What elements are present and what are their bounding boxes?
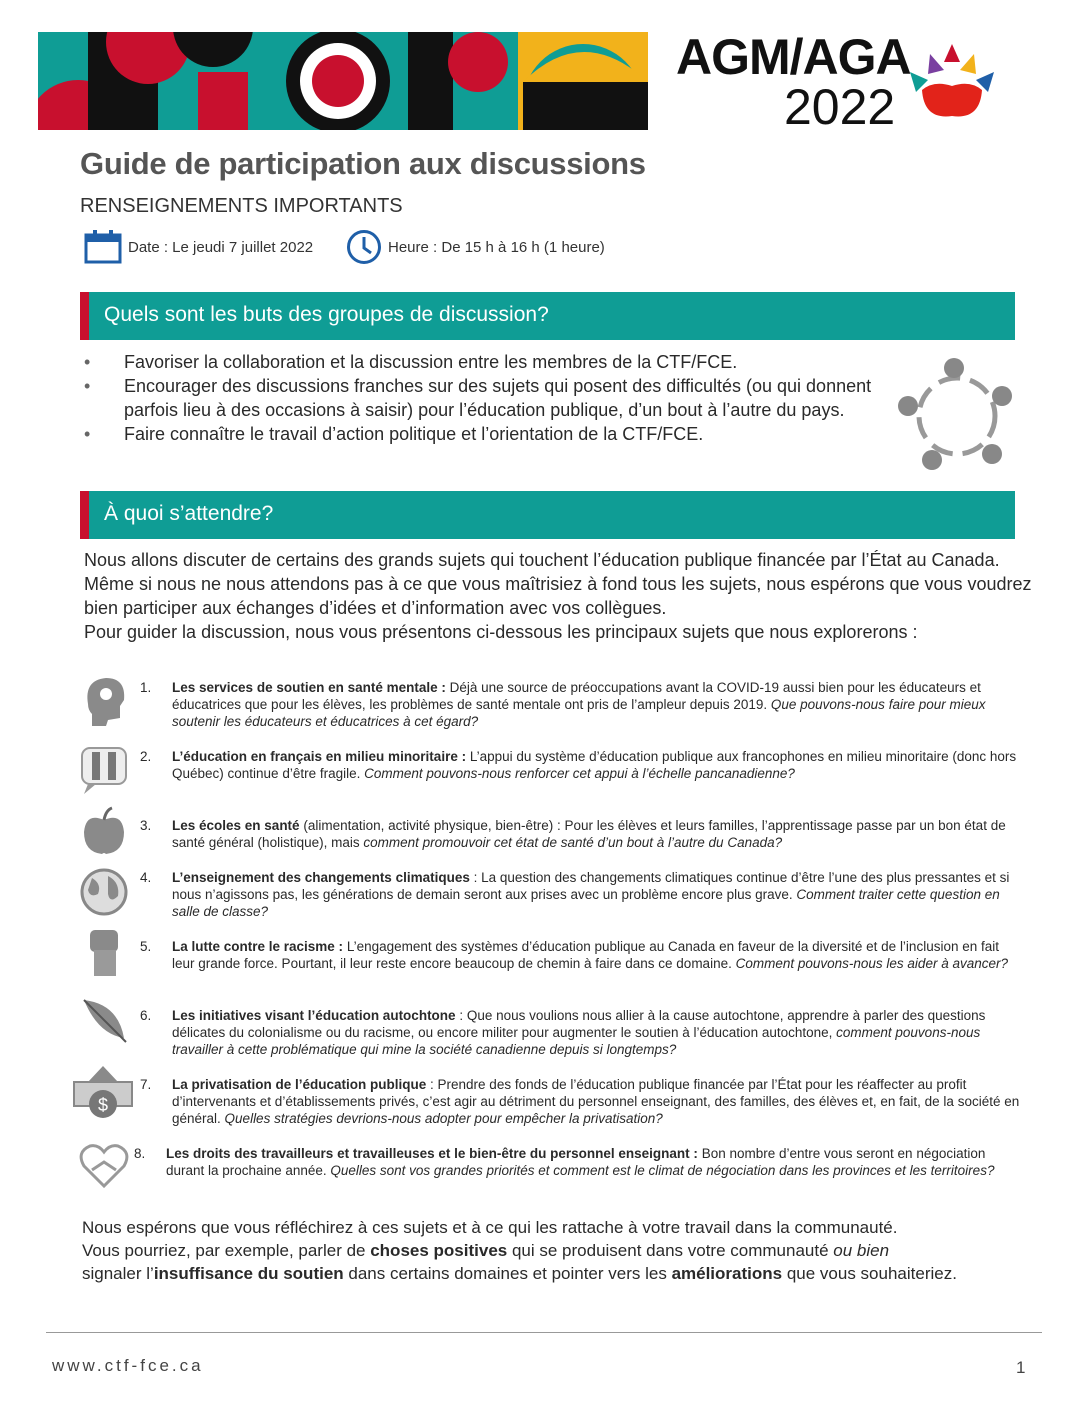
footer-divider — [46, 1332, 1042, 1333]
topic-item-4: 4. L’enseignement des changements climatiques : La question des changements climatiques continue d’être l’une des plus pressantes et si nous n’agissons pas, les générations de demain seront aux prises avec un problème encore plus grave. Comment traiter cette question en salle de classe? — [140, 870, 1010, 919]
page-number: 1 — [1016, 1358, 1026, 1377]
section-goals-title: Quels sont les buts des groupes de discussion? — [104, 303, 549, 326]
section-accent — [80, 292, 89, 340]
feather-icon — [78, 994, 130, 1046]
section-accent — [80, 491, 89, 539]
list-item: • Encourager des discussions franches sur des sujets qui posent des difficultés (ou qui donnent parfois lieu à des occasions à saisir) pour l’éducation publique, d’un bout à l’autre du pays. — [84, 376, 872, 420]
time-info: Heure : De 15 h à 16 h (1 heure) — [388, 239, 605, 256]
ctf-logo — [904, 40, 1000, 120]
topic-item-7: 7. La privatisation de l’éducation publique : Prendre des fonds de l’éducation publique financée par l’État pour les réaffecter au profit d’intervenants et d’établissements privés, c’est agir au détriment du personnel enseignant, des familles, des élèves et, en fait, de la société en général. Quelles stratégies devrions-nous adopter pour empêcher la privatisation? — [140, 1077, 1020, 1126]
closing-text: Nous espérons que vous réfléchirez à ces sujets et à ce qui les rattache à votre travail dans la communauté. Vous pourriez, par exemple, parler de choses positives qui se produisent dans votre communauté ou bien signaler l’insuffisance du soutien dans certains domaines et pointer vers les améliorations que vous souhaiteriez. — [82, 1218, 957, 1283]
topic-item-6: 6. Les initiatives visant l’éducation autochtone : Que nous voulions nous allier à la cause autochtone, apprendre à parler des questions délicates du colonialisme ou du racisme, ou encore militer pour augmenter le soutien à l’éducation autochtone, comment pouvons-nous travailler à cette problématique qui mine la société canadienne depuis si longtemps? — [140, 1008, 986, 1057]
apple-icon — [78, 806, 130, 858]
handshake-heart-icon — [78, 1140, 130, 1192]
speech-bubble-icon — [78, 744, 130, 796]
goals-list — [84, 350, 884, 446]
people-circle-icon — [896, 356, 1018, 474]
clock-icon — [346, 229, 382, 265]
school-dollar-icon — [72, 1062, 134, 1122]
event-year: 2022 — [784, 79, 896, 135]
list-item: • Faire connaître le travail d’action politique et l’orientation de la CTF/FCE. — [84, 424, 704, 444]
intro-text: Nous allons discuter de certains des grands sujets qui touchent l’éducation publique financée par l’État au Canada. Même si nous ne nous attendons pas à ce que vous maîtrisiez à fond tous les sujets, nous espérons que vous voudrez bien participer aux échanges d’idées et d’information avec vos collègues. Pour guider la discussion, nous vous présentons ci-dessous les principaux sujets que nous explorerons : — [84, 550, 1032, 642]
page-title: Guide de participation aux discussions — [80, 146, 646, 181]
section-expect-title: À quoi s’attendre? — [104, 502, 274, 525]
head-icon — [78, 674, 130, 726]
topic-item-1: 1. Les services de soutien en santé mentale : Déjà une source de préoccupations avant la COVID-19 aussi bien pour les éducateurs et éducatrices que pour les élèves, les problèmes de santé mentale ont pris de l’ampleur depuis 2019. Que pouvons-nous faire pour mieux soutenir les éducateurs et éducatrices à cet égard? — [140, 680, 986, 729]
event-title: AGM/AGA — [676, 29, 911, 85]
section-expect-header — [80, 491, 1015, 539]
svg-text:$: $ — [97, 1095, 109, 1115]
footer-url[interactable]: www.ctf-fce.ca — [52, 1356, 204, 1375]
topic-item-3: 3. Les écoles en santé (alimentation, activité physique, bien-être) : Pour les élèves et leurs familles, l’apprentissage passe par un bon état de santé général (holistique), mais comment promouvoir cet état de santé d’un bout à l’autre du Canada? — [140, 818, 1006, 850]
page-subtitle: RENSEIGNEMENTS IMPORTANTS — [80, 195, 403, 217]
topic-item-5: 5. La lutte contre le racisme : L’engagement des systèmes d’éducation publique au Canada en faveur de la diversité et de l’inclusion en fait leur grande force. Pourtant, il leur reste encore beaucoup de chemin à faire dans ce domaine. Comment pouvons-nous les aider à avancer? — [140, 939, 1008, 971]
fist-icon — [78, 926, 130, 978]
date-info: Date : Le jeudi 7 juillet 2022 — [128, 239, 314, 256]
topic-item-8: 8. Les droits des travailleurs et travailleuses et le bien-être du personnel enseignant : Bon nombre d’entre vous seront en négociation durant la prochaine année. Quelles sont vos grandes priorités et comment est le climat de négociation dans les provinces et les territoires? — [134, 1146, 995, 1178]
list-item: • Favoriser la collaboration et la discussion entre les membres de la CTF/FCE. — [84, 352, 738, 372]
calendar-icon — [84, 230, 122, 264]
globe-icon — [78, 866, 130, 918]
section-goals-header — [80, 292, 1015, 340]
header-banner-art — [38, 32, 648, 130]
topic-item-2: 2. L’éducation en français en milieu minoritaire : L’appui du système d’éducation publique aux francophones en milieu minoritaire (donc hors Québec) continue d’être fragile. Comment pouvons-nous renforcer cet appui à l’échelle pancanadienne? — [140, 749, 1017, 781]
